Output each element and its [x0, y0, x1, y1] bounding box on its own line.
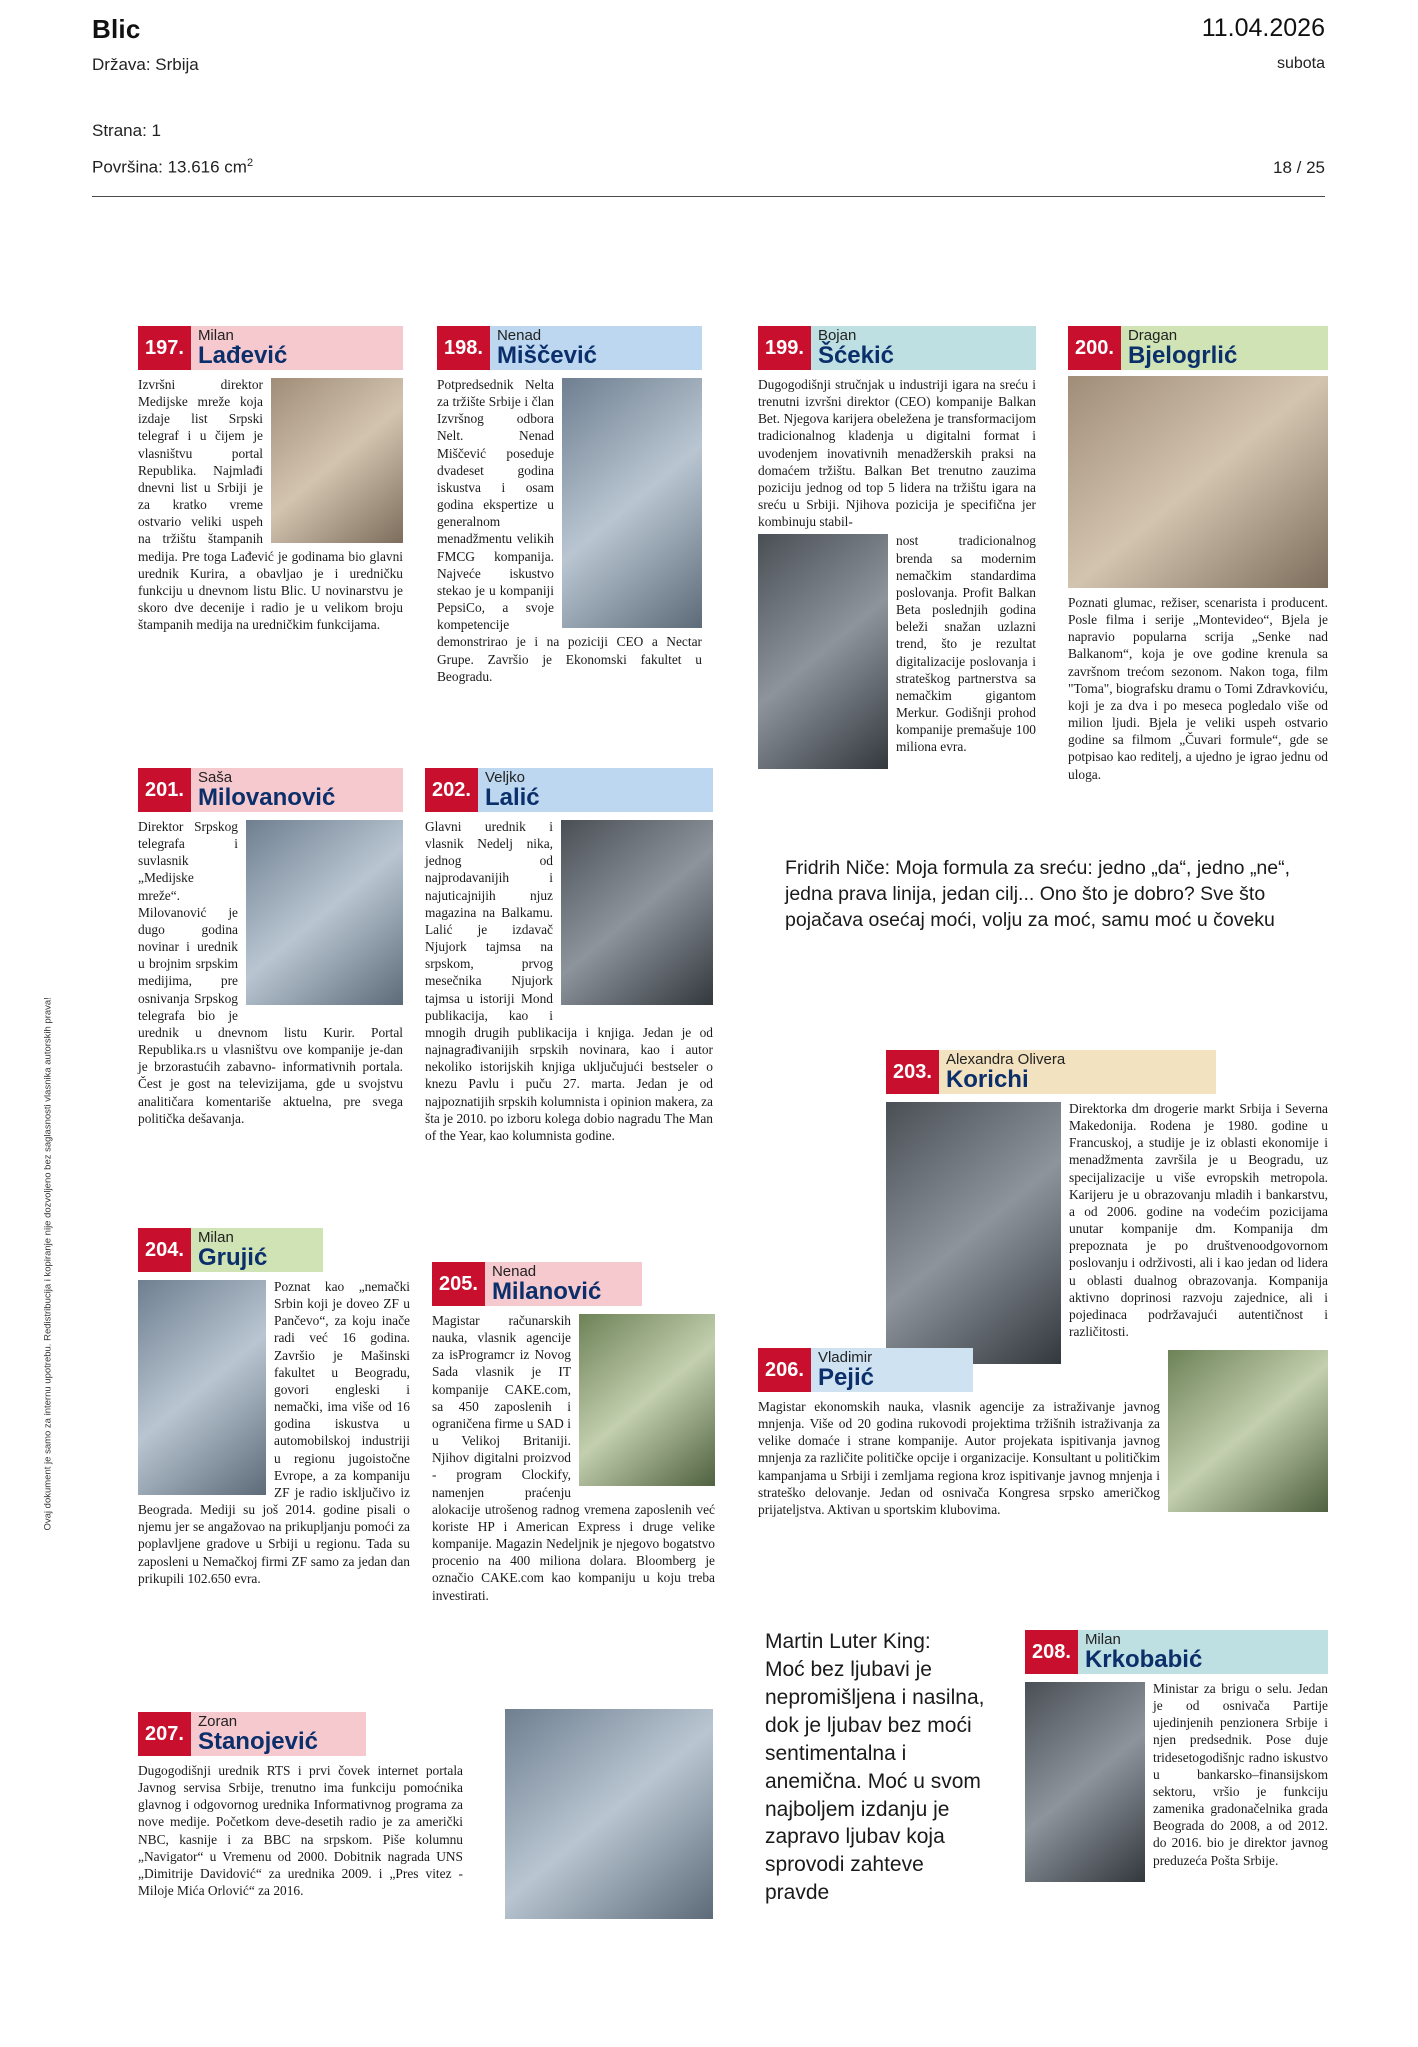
- entry-199-number: 199.: [758, 326, 811, 370]
- entry-198: [437, 326, 702, 685]
- entry-201-number: 201.: [138, 768, 191, 812]
- entry-208-photo: [1025, 1682, 1145, 1882]
- entry-203-last-name: Korichi: [945, 1066, 1029, 1094]
- entry-197-body: [138, 376, 403, 633]
- entry-208-last-name: Krkobabić: [1084, 1646, 1203, 1674]
- entry-206-photo: [1168, 1350, 1328, 1512]
- entry-207-tag: [138, 1712, 366, 1756]
- entry-197-text: Izvršni direktor Medijske mreže koja izdaje list Srpski telegraf i u čijem je vlasništvu portal Republika. Najmlađi dnevni list u Srbiji je za kratko vreme ostvario veliki uspeh na tržištu štampanih medija. Pre toga Lađević je godinama bio glavni urednik Kurira, a obavljao je i uredničku funkciju u dnevnom listu Blic. U novinarstvu je skoro dve decenije i radio je u velikom broju štampanih medija na uredničkim funkcijama.: [138, 377, 403, 633]
- entry-203-text: Direktorka dm drogerie markt Srbija i Severna Makedonija. Rodena je 1980. godine u Francuskoj, a studije je iz oblasti ekonomije i menadžmenta završila je u Beogradu, uz specijalizacije u više evropskih metropola. Karijeru je u obrazovanju mladih i bankarstvu, a od 2006. godine na vodećim pozicijama unutar kompanije dm. Kompanija dm prepoznata je po društvenoodgovornom poslovanju i održivosti, ali i kao jedan od lidera u oblasti dualnog obrazovanja. Kompanija aktivno doprinosi razvoju zajednice, ali i pojedinaca podržavajući autentičnost i različitosti.: [1069, 1101, 1328, 1340]
- entry-200-names: [1121, 326, 1247, 370]
- entry-207-last-name: Stanojević: [197, 1728, 318, 1756]
- entry-203-photo: [886, 1102, 1061, 1364]
- entry-201-photo: [246, 820, 403, 1005]
- entry-203-number: 203.: [886, 1050, 939, 1094]
- entry-203-first-name: Alexandra Olivera: [945, 1050, 1066, 1068]
- entry-203-tag: [886, 1050, 1216, 1094]
- entry-198-last-name: Miščević: [496, 342, 598, 370]
- entry-204-tag: [138, 1228, 323, 1272]
- area-value: Površina: 13.616 cm: [92, 157, 247, 177]
- entry-207-body: [138, 1762, 463, 1899]
- entry-199-body-bottom: [758, 532, 1036, 773]
- entry-201-body: [138, 818, 403, 1127]
- entry-201: [138, 768, 403, 1127]
- entry-197-last-name: Lađević: [197, 342, 288, 370]
- entry-198-first-name: Nenad: [496, 326, 542, 344]
- entry-204-names: [191, 1228, 277, 1272]
- entry-198-body: [437, 376, 702, 685]
- entry-201-names: [191, 768, 345, 812]
- entry-200-tag: [1068, 326, 1328, 370]
- entry-205-body: [432, 1312, 715, 1604]
- entry-208-tag: [1025, 1630, 1328, 1674]
- entry-205-photo: [579, 1314, 715, 1486]
- entry-204: [138, 1228, 410, 1587]
- entry-199-first-name: Bojan: [817, 326, 857, 344]
- entry-204-last-name: Grujić: [197, 1244, 268, 1272]
- quote-mlk: [765, 1628, 993, 1907]
- entry-204-photo: [138, 1280, 266, 1495]
- entry-208-names: [1078, 1630, 1212, 1674]
- entry-207-first-name: Zoran: [197, 1712, 238, 1730]
- entry-197: [138, 326, 403, 633]
- entry-202-names: [478, 768, 550, 812]
- entry-197-photo: [271, 378, 403, 543]
- page-counter: 18 / 25: [1273, 157, 1325, 177]
- entry-206-names: [811, 1348, 884, 1392]
- quote-nietzsche: Fridrih Niče: Moja formula za sreću: jedno „da“, jedno „ne“, jedna prava linija, jedan cilj... Ono što je dobro? Sve što pojačava osećaj moći, volju za moć, samu moć u čoveku: [785, 857, 1291, 932]
- publication-date: 11.04.2026: [1201, 14, 1325, 42]
- entry-208-text: Ministar za brigu o selu. Jedan je od osnivača Partije ujedinjenih penzionera Srbije i njen predsednik. Pose duje tridesetogodišnjc radno iskustvo u bankarsko–finansijskom sektoru, vršio je funkciju zamenika gradonačelnika grada Beograda do 2008, a od 2012. do 2016. bio je direktor javnog preduzeća Pošta Srbije.: [1153, 1681, 1328, 1868]
- publication-brand: Blic: [92, 14, 141, 44]
- entry-203-names: [939, 1050, 1075, 1094]
- entry-206-body: [758, 1398, 1328, 1518]
- entry-205: [432, 1262, 715, 1604]
- page-number-label: Strana: 1: [92, 121, 161, 140]
- entry-207: [138, 1712, 713, 1899]
- entry-200: [1068, 326, 1328, 783]
- entry-206: [758, 1348, 1328, 1518]
- weekday-label: subota: [1276, 55, 1325, 72]
- entry-205-names: [485, 1262, 611, 1306]
- entry-202-text: Glavni urednik i vlasnik Nedelj nika, jednog od najprodavanijih i najuticajnijih njuz magazina na Balkamu. Lalić je izdavač Njujork tajmsa na srpskom, prvog mesečnika Njujork tajmsa u istoriji Mond publikacija, kao i mnogih drugih publikacija i knjiga. Jedan je od najnagrađivanijih srpskih novinara, kao i autor nekoliko istorijskih knjiga uključujući bestseler o knezu Pavlu i puču 27. marta. Jedan je od najpoznatijih srpskih kolumnista i opinion makera, za šta je 2010. po izboru kolega dobio nagradu The Man of the Year, kao kolumnista godine.: [425, 819, 713, 1143]
- entry-202-tag: [425, 768, 713, 812]
- entry-199-last-name: Šćekić: [817, 342, 895, 370]
- entry-204-body: [138, 1278, 410, 1587]
- entry-208: [1025, 1630, 1328, 1886]
- entry-208-first-name: Milan: [1084, 1630, 1121, 1648]
- entry-202-first-name: Veljko: [484, 768, 525, 786]
- entry-206-last-name: Pejić: [817, 1364, 874, 1392]
- entry-199-text-top: Dugogodišnji stručnjak u industriji igara na sreću i trenutni izvršni direktor (CEO) kompanije Balkan Bet. Njegova karijera obeležena je transformacijom tradicionalnog kladenja u digitalni format i uvodenjem inovativnih menadžerskih praksi na domaćem tržištu. Balkan Bet trenutno zauzima poziciju jednog od top 5 lidera na tržištu igara na sreću u Srbiji. Njihova pozicija je specifična jer kombinuju stabil-: [758, 377, 1036, 530]
- entry-201-first-name: Saša: [197, 768, 233, 786]
- entry-198-tag: [437, 326, 702, 370]
- entry-205-last-name: Milanović: [491, 1278, 602, 1306]
- entry-201-tag: [138, 768, 403, 812]
- quote-mlk-text: Moć bez ljubavi je nepromišljena i nasilna, dok je ljubav bez moći sentimentalna i anemična. Moć u svom najboljem izdanju je zapravo ljubav koja sprovodi zahteve pravde: [765, 1657, 985, 1905]
- entry-201-text: Direktor Srpskog telegrafa i suvlasnik „Medijske mreže“. Milovanović je dugo godina novinar i urednik u brojnim srpskim medijima, pre osnivanja Srpskog telegrafa bio je urednik u dnevnom listu Kurir. Portal Republika.rs u vlasništvu ove kompanije je-dan je brzorastućih zabavno- informativnih portala. Čest je gost na televizijama, gde u svojstvu analitičara komentariše aktuelna, pre svega politička dešavanja.: [138, 819, 403, 1126]
- entry-200-text: Poznati glumac, režiser, scenarista i producent. Posle filma i serije „Montevideo“, Bjela je napravio popularna scrija „Senke nad Balkanom“, koja je ove godine krenula sa završnom trećom sezonom. Nakon toga, film "Toma", biografsku dramu o Tomi Zdravkoviću, koji je za dva i po meseca pogledalo više od milion ljudi. Bjela je veliki uspeh ostvario godine sa filmom „Čuvari formule“, gde se potpisao kao reditelj, a ujedno je igrao jednu od uloga.: [1068, 595, 1328, 782]
- entry-204-number: 204.: [138, 1228, 191, 1272]
- entry-206-first-name: Vladimir: [817, 1348, 873, 1366]
- entry-198-photo: [562, 378, 702, 628]
- entry-197-names: [191, 326, 297, 370]
- entry-199-names: [811, 326, 904, 370]
- entry-198-text: Potpredsednik Nelta za tržište Srbije i član Izvršnog odbora Nelt. Nenad Miščević poseduje dvadeset godina iskustva i osam godina ekspertize u generalnom menadžmentu velikih FMCG kompanija. Najveće iskustvo stekao je u kompaniji PepsiCo, a svoje kompetencije demonstrirao je i na poziciji CEO a Nectar Grupe. Završio je Ekonomski fakultet u Beogradu.: [437, 377, 702, 684]
- entry-200-number: 200.: [1068, 326, 1121, 370]
- entry-197-number: 197.: [138, 326, 191, 370]
- entry-205-text: Magistar računarskih nauka, vlasnik agencije za isProgramcr iz Novog Sada vlasnik je IT kompanije CAKE.com, sa 450 zaposlenih i ograničena firme u SAD i u Velikoj Britaniji. Njihov digitalni proizvod - program Clockify, namenjen praćenju alokacije utrošenog radnog vremena zaposlenih već koriste HP i American Express i druge velike kompanije. Magazin Nedeljnik je njegovo bogatstvo procenio na 400 miliona dolara. Bloomberg je označio CAKE.com kao kompaniju u koju treba investirati.: [432, 1313, 715, 1603]
- entry-200-last-name: Bjelogrlić: [1127, 342, 1238, 370]
- entry-202-body: [425, 818, 713, 1144]
- entry-206-number: 206.: [758, 1348, 811, 1392]
- entry-204-first-name: Milan: [197, 1228, 234, 1246]
- entry-207-number: 207.: [138, 1712, 191, 1756]
- entry-198-names: [490, 326, 607, 370]
- country-label: Država: Srbija: [92, 55, 199, 74]
- copyright-notice: Ovaj dokument je samo za internu upotrebu. Redistribucija i kopiranje nije dozvoljeno bez saglasnosti vlasnika autorskih prava!: [42, 997, 54, 1531]
- entry-202-number: 202.: [425, 768, 478, 812]
- entry-199-photo: [758, 534, 888, 769]
- entry-203: [886, 1050, 1328, 1368]
- entry-200-first-name: Dragan: [1127, 326, 1178, 344]
- entry-202: [425, 768, 713, 1144]
- entry-205-tag: [432, 1262, 642, 1306]
- entry-199-tag: [758, 326, 1036, 370]
- entry-197-first-name: Milan: [197, 326, 234, 344]
- entry-197-tag: [138, 326, 403, 370]
- entry-204-text: Poznat kao „nemački Srbin koji je doveo ZF u Pančevo“, za koju inače radi već 16 godina. Završio je Mašinski fakultet u Beogradu, govori engleski i nemački, ima više od 16 godina iskustva u automobilskoj industriji u regionu jugoistočne Evrope, a za kompaniju ZF je radio isključivo iz Beograda. Mediji su još 2014. godine pisali o njemu jer se angažovao na prikupljanju pomoći za poplavljene gradove u Srbiji u regionu. Tada su zaposleni u Nemačkoj firmi ZF samo za jedan dan prikupili 102.650 evra.: [138, 1279, 410, 1586]
- entry-199: [758, 326, 1036, 773]
- entry-205-number: 205.: [432, 1262, 485, 1306]
- entry-200-body: [1068, 594, 1328, 783]
- entry-206-tag: [758, 1348, 973, 1392]
- entry-202-photo: [561, 820, 713, 1005]
- entry-207-text: Dugogodišnji urednik RTS i prvi čovek internet portala Javnog servisa Srbije, trenutno ima funkciju pomoćnika glavnog i odgovornog urednika Informativnog programa za nove medije. Početkom deve-desetih radio je za američki NBC, kasnije i za BBC na srpskom. Piše kolumnu „Navigator“ u Vremenu od 2000. Dobitnik nagrada UNS „Dimitrije Davidović“ za urednika 2009. i „Pres vitez - Miloje Mića Orlović“ za 2016.: [138, 1763, 463, 1899]
- entry-207-photo: [505, 1709, 713, 1919]
- entry-207-names: [191, 1712, 328, 1756]
- entry-201-last-name: Milovanović: [197, 784, 336, 812]
- entry-198-number: 198.: [437, 326, 490, 370]
- entry-202-last-name: Lalić: [484, 784, 540, 812]
- entry-203-body: [886, 1100, 1328, 1368]
- entry-205-first-name: Nenad: [491, 1262, 537, 1280]
- entry-208-body: [1025, 1680, 1328, 1886]
- entry-199-body-top: [758, 376, 1036, 530]
- entry-208-number: 208.: [1025, 1630, 1078, 1674]
- area-exponent: 2: [246, 157, 254, 169]
- entry-206-text: Magistar ekonomskih nauka, vlasnik agencije za istraživanje javnog mnjenja. Više od 20 godina rukovodi projektima tržišnih istraživanja za velike domaće i strane kompanije. Autor projekata ispitivanja javnog mnjenja za različite političke opcije i organizacije. Konsultant u političkim kampanjama u Srbiji i zemljama regiona kroz ispitivanje javnog mnjenja i strateško delovanje. Jedan od osnivača Kongresa srpsko američkog prijateljstva. Aktivan u sportskim klubovima.: [758, 1399, 1160, 1517]
- entry-200-photo: [1068, 376, 1328, 588]
- quote-mlk-lead: Martin Luter King:: [765, 1630, 931, 1653]
- entry-199-text-bottom: nost tradicionalnog brenda sa modernim nemačkim standardima poslovanja. Profit Balkan Beta poslednjih godina beleži snažan uzlazni trend, što je rezultat digitalizacije poslovanja i strateškog partnerstva sa nemačkim gigantom Merkur. Godišnji prohod kompanije premašuje 100 miliona evra.: [896, 533, 1036, 755]
